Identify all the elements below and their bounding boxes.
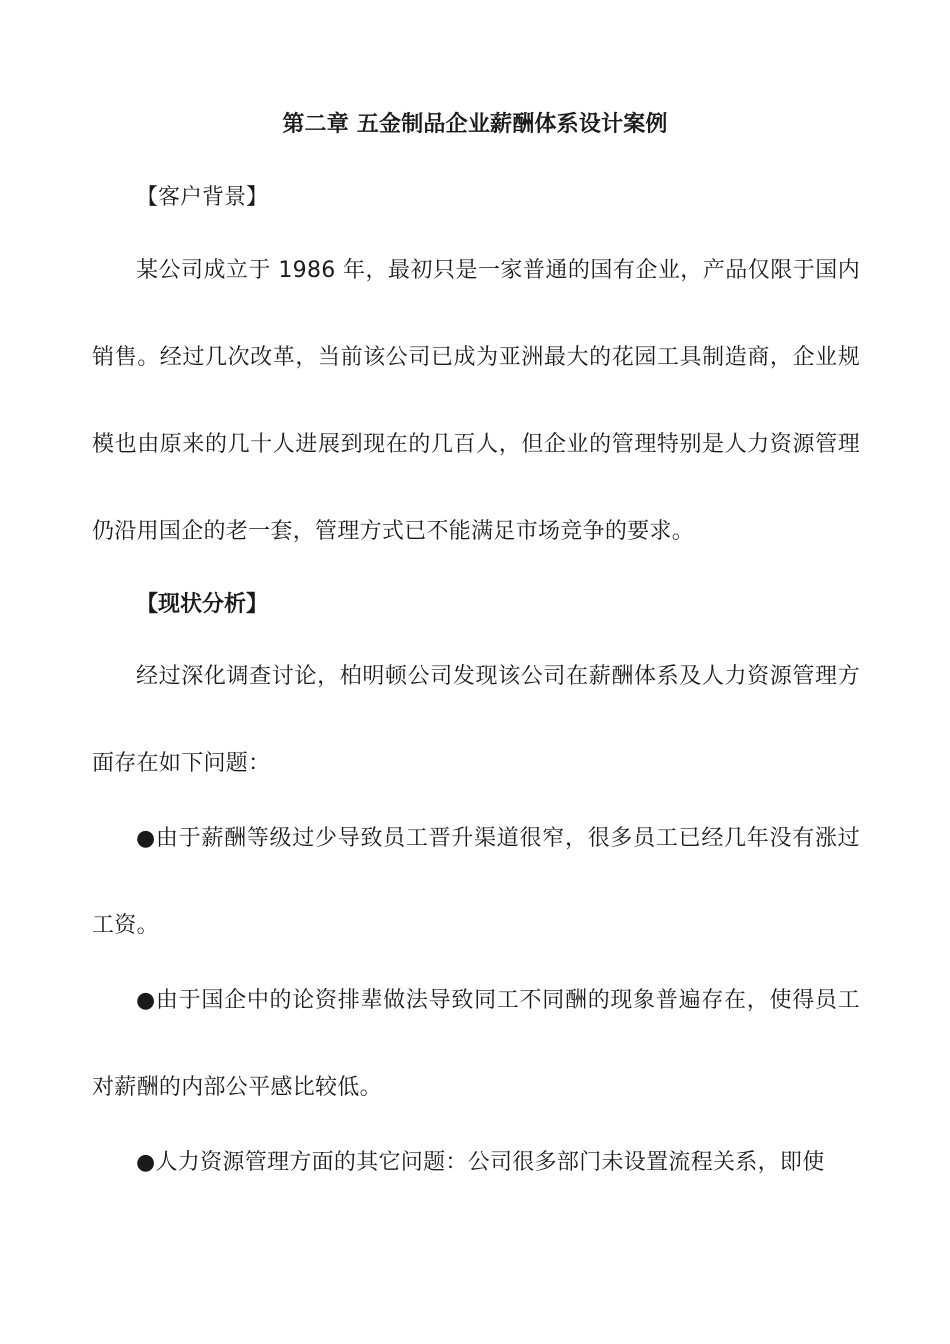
paragraph-client-background: 某公司成立于 1986 年，最初只是一家普通的国有企业，产品仅限于国内销售。经过几次改革，当前该公司已成为亚洲最大的花园工具制造商，企业规模也由原来的几十人进展到现在的几百人，但企业的管理特别是人力资源管理仍沿用国企的老一套，管理方式已不能满足市场竞争的要求。 xyxy=(92,258,860,544)
chapter-title: 第二章 五金制品企业薪酬体系设计案例 xyxy=(282,112,668,137)
section-heading-client-background: 【客户背景】 xyxy=(136,185,269,210)
section-heading-status-analysis: 【现状分析】 xyxy=(136,592,269,617)
paragraph-status-analysis: 经过深化调查讨论，柏明顿公司发现该公司在薪酬体系及人力资源管理方面存在如下问题： xyxy=(92,664,860,776)
bullet-item: ●由于薪酬等级过少导致员工晋升渠道很窄，很多员工已经几年没有涨过工资。 xyxy=(92,826,860,938)
bullet-item: ●由于国企中的论资排辈做法导致同工不同酬的现象普遍存在，使得员工对薪酬的内部公平感比较低。 xyxy=(92,988,860,1100)
bullet-item: ●人力资源管理方面的其它问题：公司很多部门未设置流程关系，即使 xyxy=(136,1150,825,1175)
